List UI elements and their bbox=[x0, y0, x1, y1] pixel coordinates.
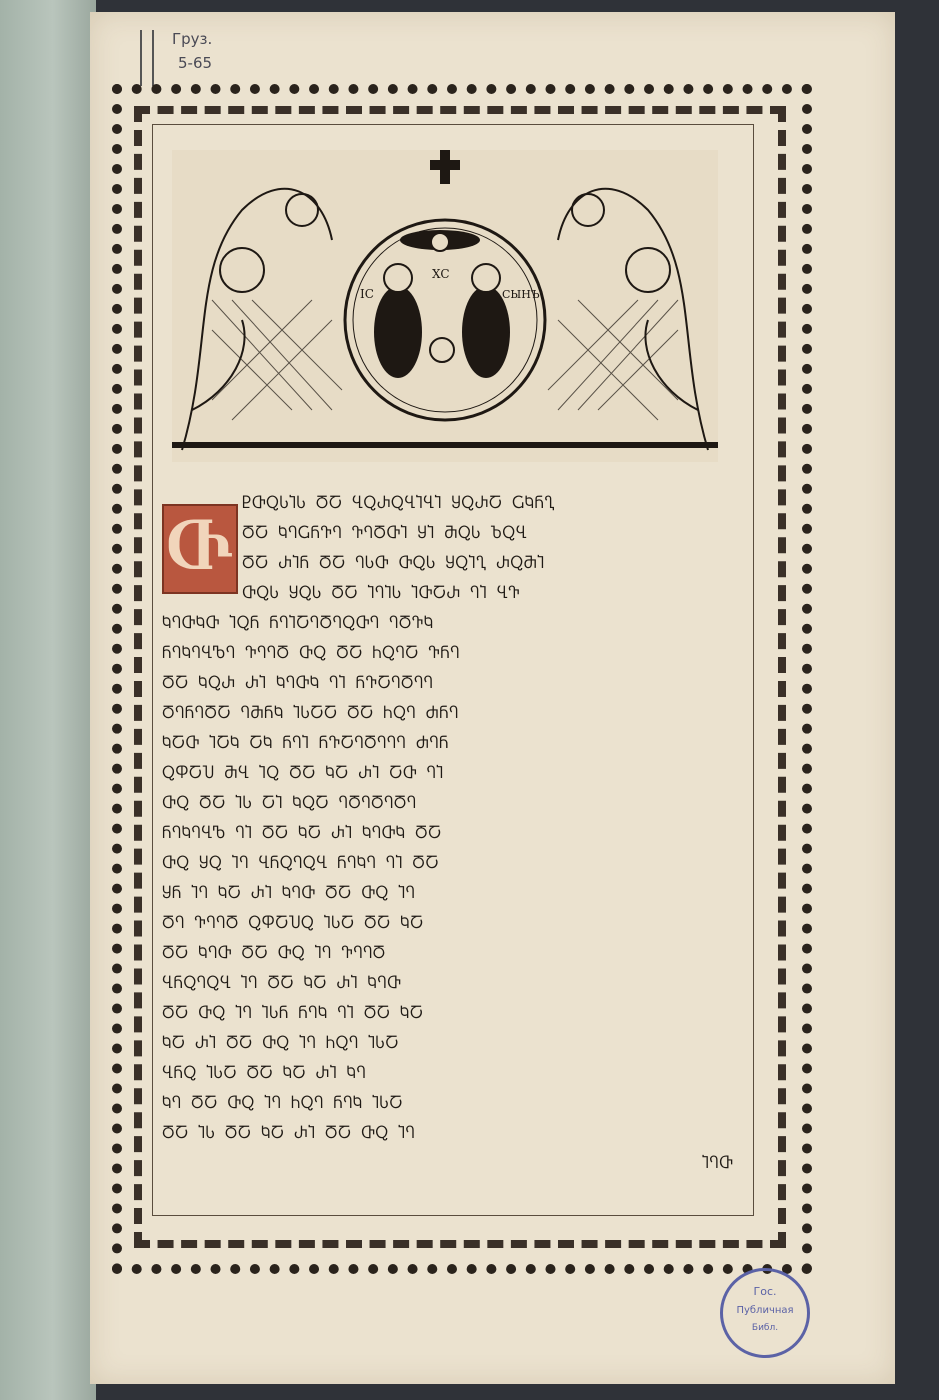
stamp-line2: Публичная bbox=[736, 1305, 794, 1316]
call-number-line2: 5-65 bbox=[178, 54, 213, 72]
text-line: ႣႠ ႩႤႧ ႣႠ ႧႭ ႨႤ ႥႤႤႣ bbox=[162, 944, 386, 962]
text-line: ႧႭႱ ႸႭႱ ႣႠ ႨႤႨႱ ႨႧႠႰ ႤႨ ႡႥ bbox=[242, 584, 521, 602]
text-line: ႣႤ ႥႤႤႣ ႭႴႠႮႭ ႨႱႠ ႣႠ ႩႠ bbox=[162, 914, 424, 932]
text-line: ႲႧႭႱႨႱ ႣႠ ႡႭႰႭႡႨႡႨ ႸႭႰႠ ႺႩႬႢ bbox=[242, 494, 555, 512]
text-line: ႣႠ ႰႨႬ ႣႠ ႤႱႧ ႧႭႱ ႸႭႨႢ ႰႭႫႨ bbox=[242, 554, 545, 572]
text-line: ႣႠ ႩႭႰ ႰႨ ႩႤႧႩ ႤႨ ႬႥႠႤႣႤႤ bbox=[162, 674, 434, 692]
text-line: ႡႬႭ ႨႱႠ ႣႠ ႩႠ ႰႨ ႩႤ bbox=[162, 1064, 367, 1082]
book-spine-edge bbox=[0, 0, 96, 1400]
text-line: ႭႴႠႮ ႫႡ ႨႭ ႣႠ ႩႠ ႰႨ ႠႧ ႤႨ bbox=[162, 764, 444, 782]
text-line: ႸႬ ႨႤ ႩႠ ႰႨ ႩႤႧ ႣႠ ႧႭ ႨႤ bbox=[162, 884, 416, 902]
text-line: ႣႤႬႤႣႠ ႤႫႬႩ ႨႱႠႠ ႣႠ ႹႭႤ ႻႬႤ bbox=[162, 704, 459, 722]
text-line: ႧႭ ႸႭ ႨႤ ႡႬႭႤႭႡ ႬႤႩႤ ႤႨ ႣႠ bbox=[162, 854, 439, 872]
stamp-line3: Библ. bbox=[751, 1323, 779, 1333]
text-line: ႣႠ ႧႭ ႨႤ ႨႱႬ ႬႤႩ ႤႨ ႣႠ ႩႠ bbox=[162, 1004, 424, 1022]
text-line: ႨႤႧ bbox=[702, 1154, 734, 1172]
text-line: ႩႤ ႣႠ ႧႭ ႨႤ ႹႭႤ ႬႤႩ ႨႱႠ bbox=[162, 1094, 403, 1112]
text-line: ႧႭ ႣႠ ႨႱ ႠႨ ႩႭႠ ႤႣႤႣႤႣႤ bbox=[162, 794, 417, 812]
woodcut-svg bbox=[172, 150, 718, 462]
woodcut-label-center: XC bbox=[432, 267, 450, 281]
text-line: ႡႬႭႤႭႡ ႨႤ ႣႠ ႩႠ ႰႨ ႩႤႧ bbox=[162, 974, 402, 992]
text-line: ႬႤႩႤႡႪႤ ႥႤႤႣ ႧႭ ႣႠ ႹႭႤႠ ႥႬႤ bbox=[162, 644, 460, 662]
woodcut-label-right: СЫНЪ bbox=[502, 288, 540, 301]
text-line: ႣႠ ႨႱ ႣႠ ႩႠ ႰႨ ႣႠ ႧႭ ႨႤ bbox=[162, 1124, 416, 1142]
call-number-line1: Груз. bbox=[172, 30, 213, 48]
text-line: ႩႠ ႰႨ ႣႠ ႧႭ ႨႤ ႹႭႤ ႨႱႠ bbox=[162, 1034, 399, 1052]
decorated-initial bbox=[162, 504, 238, 594]
woodcut-label-left: IC bbox=[360, 287, 374, 301]
call-number-mark bbox=[140, 30, 234, 86]
text-line: ႩႠႧ ႨႠႩ ႠႩ ႬႤႨ ႬႥႠႤႣႤႤႤ ႻႤႬ bbox=[162, 734, 449, 752]
initial-letter: Ⴇ bbox=[164, 515, 236, 583]
stamp-line1: Гос. bbox=[753, 1285, 777, 1298]
text-line: ႣႠ ႩႤႺႬႥႤ ႥႤႣႧႨ ႸႨ ႫႭႱ ႦႭႡ bbox=[242, 524, 528, 542]
call-number-bracket bbox=[152, 30, 154, 86]
library-stamp bbox=[720, 1268, 810, 1358]
trinity-woodcut-illustration bbox=[172, 150, 718, 462]
text-line: ႩႤႧႩႧ ႨႭႬ ႬႤႨႠႤႣႤႭႧႤ ႤႣႥႩ bbox=[162, 614, 434, 632]
text-line: ႬႤႩႤႡႪ ႤႨ ႣႠ ႩႠ ႰႨ ႩႤႧႩ ႣႠ bbox=[162, 824, 442, 842]
